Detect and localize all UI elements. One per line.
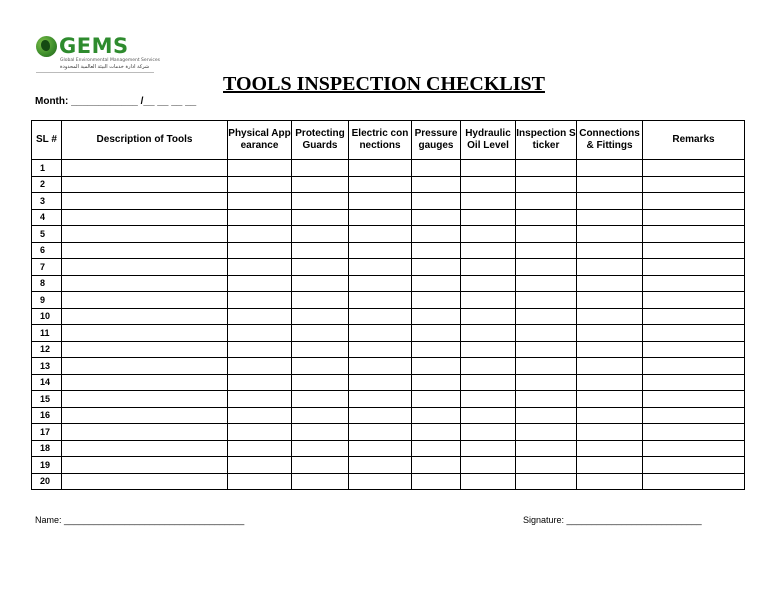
table-cell[interactable] xyxy=(292,226,349,243)
table-cell[interactable] xyxy=(228,407,292,424)
table-cell[interactable] xyxy=(62,325,228,342)
table-cell[interactable] xyxy=(516,391,577,408)
table-row xyxy=(32,473,745,490)
table-cell[interactable] xyxy=(349,242,412,259)
table-cell[interactable] xyxy=(292,292,349,309)
table-cell[interactable] xyxy=(461,457,516,474)
table-cell[interactable] xyxy=(62,308,228,325)
table-cell[interactable] xyxy=(412,325,461,342)
table-cell[interactable] xyxy=(412,374,461,391)
table-cell[interactable] xyxy=(643,358,745,375)
table-cell[interactable] xyxy=(228,457,292,474)
table-cell[interactable] xyxy=(292,275,349,292)
table-cell[interactable] xyxy=(577,292,643,309)
header-remarks: Remarks xyxy=(643,121,745,160)
table-cell[interactable] xyxy=(412,242,461,259)
table-cell[interactable] xyxy=(349,160,412,177)
row-number: 6 xyxy=(32,242,62,259)
table-cell[interactable] xyxy=(516,176,577,193)
table-cell[interactable] xyxy=(62,374,228,391)
table-row xyxy=(32,308,745,325)
table-cell[interactable] xyxy=(516,473,577,490)
table-row xyxy=(32,209,745,226)
table-body xyxy=(32,160,745,490)
table-cell[interactable] xyxy=(292,209,349,226)
row-number: 19 xyxy=(32,457,62,474)
table-cell[interactable] xyxy=(349,275,412,292)
table-cell[interactable] xyxy=(643,242,745,259)
header-inspection-sticker: Inspection Sticker xyxy=(516,121,577,160)
table-cell[interactable] xyxy=(516,308,577,325)
table-cell[interactable] xyxy=(412,473,461,490)
table-cell[interactable] xyxy=(516,341,577,358)
table-cell[interactable] xyxy=(461,308,516,325)
table-cell[interactable] xyxy=(62,391,228,408)
table-cell[interactable] xyxy=(643,325,745,342)
table-cell[interactable] xyxy=(292,358,349,375)
row-number: 1 xyxy=(32,160,62,177)
table-cell[interactable] xyxy=(516,242,577,259)
table-cell[interactable] xyxy=(62,292,228,309)
table-cell[interactable] xyxy=(228,242,292,259)
table-row xyxy=(32,275,745,292)
row-number: 14 xyxy=(32,374,62,391)
table-cell[interactable] xyxy=(461,209,516,226)
header-hydraulic-oil-level: Hydraulic Oil Level xyxy=(461,121,516,160)
table-cell[interactable] xyxy=(516,193,577,210)
table-cell[interactable] xyxy=(412,424,461,441)
table-cell[interactable] xyxy=(461,292,516,309)
table-cell[interactable] xyxy=(412,193,461,210)
row-number: 5 xyxy=(32,226,62,243)
table-cell[interactable] xyxy=(643,341,745,358)
table-cell[interactable] xyxy=(349,407,412,424)
table-cell[interactable] xyxy=(228,292,292,309)
month-field[interactable]: Month: ____________ /__ __ __ __ xyxy=(35,96,197,107)
table-cell[interactable] xyxy=(292,374,349,391)
table-cell[interactable] xyxy=(461,374,516,391)
row-number: 11 xyxy=(32,325,62,342)
table-cell[interactable] xyxy=(412,160,461,177)
table-cell[interactable] xyxy=(62,226,228,243)
table-cell[interactable] xyxy=(461,242,516,259)
table-row xyxy=(32,325,745,342)
table-cell[interactable] xyxy=(643,259,745,276)
row-number: 9 xyxy=(32,292,62,309)
table-row xyxy=(32,226,745,243)
table-row xyxy=(32,391,745,408)
table-cell[interactable] xyxy=(349,374,412,391)
table-row xyxy=(32,407,745,424)
table-cell[interactable] xyxy=(349,391,412,408)
name-field[interactable]: Name: ____________________________________ xyxy=(35,515,245,525)
table-cell[interactable] xyxy=(577,209,643,226)
table-cell[interactable] xyxy=(516,226,577,243)
row-number: 18 xyxy=(32,440,62,457)
table-cell[interactable] xyxy=(516,457,577,474)
table-cell[interactable] xyxy=(577,374,643,391)
table-cell[interactable] xyxy=(643,391,745,408)
table-cell[interactable] xyxy=(516,424,577,441)
table-cell[interactable] xyxy=(292,242,349,259)
table-cell[interactable] xyxy=(412,440,461,457)
table-cell[interactable] xyxy=(228,424,292,441)
table-cell[interactable] xyxy=(643,440,745,457)
table-cell[interactable] xyxy=(228,358,292,375)
table-cell[interactable] xyxy=(292,440,349,457)
table-cell[interactable] xyxy=(228,391,292,408)
table-cell[interactable] xyxy=(461,160,516,177)
table-cell[interactable] xyxy=(412,259,461,276)
table-cell[interactable] xyxy=(516,259,577,276)
table-cell[interactable] xyxy=(228,193,292,210)
table-cell[interactable] xyxy=(228,226,292,243)
inspection-table xyxy=(31,120,745,490)
table-cell[interactable] xyxy=(349,473,412,490)
table-cell[interactable] xyxy=(461,341,516,358)
table-cell[interactable] xyxy=(292,308,349,325)
globe-icon xyxy=(36,36,57,57)
table-cell[interactable] xyxy=(62,176,228,193)
row-number: 20 xyxy=(32,473,62,490)
table-cell[interactable] xyxy=(292,473,349,490)
table-cell[interactable] xyxy=(577,242,643,259)
table-cell[interactable] xyxy=(228,374,292,391)
table-cell[interactable] xyxy=(292,176,349,193)
table-cell[interactable] xyxy=(412,176,461,193)
table-cell[interactable] xyxy=(228,308,292,325)
table-cell[interactable] xyxy=(412,358,461,375)
table-cell[interactable] xyxy=(516,407,577,424)
table-cell[interactable] xyxy=(461,473,516,490)
table-cell[interactable] xyxy=(62,193,228,210)
table-cell[interactable] xyxy=(577,275,643,292)
table-cell[interactable] xyxy=(461,407,516,424)
table-cell[interactable] xyxy=(577,473,643,490)
table-cell[interactable] xyxy=(643,407,745,424)
table-row xyxy=(32,440,745,457)
table-cell[interactable] xyxy=(643,374,745,391)
table-cell[interactable] xyxy=(412,457,461,474)
table-row xyxy=(32,358,745,375)
row-number: 7 xyxy=(32,259,62,276)
table-cell[interactable] xyxy=(577,424,643,441)
table-cell[interactable] xyxy=(349,176,412,193)
table-cell[interactable] xyxy=(461,259,516,276)
table-row xyxy=(32,341,745,358)
table-cell[interactable] xyxy=(349,457,412,474)
table-cell[interactable] xyxy=(461,424,516,441)
table-cell[interactable] xyxy=(349,424,412,441)
table-cell[interactable] xyxy=(62,209,228,226)
table-cell[interactable] xyxy=(62,341,228,358)
table-cell[interactable] xyxy=(228,259,292,276)
table-cell[interactable] xyxy=(577,391,643,408)
row-number: 17 xyxy=(32,424,62,441)
table-cell[interactable] xyxy=(349,308,412,325)
table-row xyxy=(32,374,745,391)
table-cell[interactable] xyxy=(461,226,516,243)
table-cell[interactable] xyxy=(412,391,461,408)
row-number: 4 xyxy=(32,209,62,226)
table-cell[interactable] xyxy=(62,358,228,375)
table-cell[interactable] xyxy=(412,341,461,358)
table-cell[interactable] xyxy=(643,424,745,441)
table-cell[interactable] xyxy=(292,325,349,342)
table-cell[interactable] xyxy=(577,193,643,210)
signature-field[interactable]: Signature: ___________________________ xyxy=(523,515,702,525)
table-cell[interactable] xyxy=(516,358,577,375)
table-cell[interactable] xyxy=(643,209,745,226)
header-description: Description of Tools xyxy=(62,121,228,160)
header-sl: SL # xyxy=(32,121,62,160)
table-cell[interactable] xyxy=(228,275,292,292)
row-number: 16 xyxy=(32,407,62,424)
table-cell[interactable] xyxy=(577,457,643,474)
table-cell[interactable] xyxy=(292,407,349,424)
table-cell[interactable] xyxy=(516,275,577,292)
table-cell[interactable] xyxy=(577,259,643,276)
row-number: 13 xyxy=(32,358,62,375)
row-number: 8 xyxy=(32,275,62,292)
table-cell[interactable] xyxy=(349,341,412,358)
table-cell[interactable] xyxy=(228,160,292,177)
table-cell[interactable] xyxy=(349,325,412,342)
table-cell[interactable] xyxy=(643,457,745,474)
table-row xyxy=(32,259,745,276)
table-cell[interactable] xyxy=(577,325,643,342)
table-cell[interactable] xyxy=(62,457,228,474)
table-cell[interactable] xyxy=(577,341,643,358)
header-connections-fittings: Connections & Fittings xyxy=(577,121,643,160)
table-cell[interactable] xyxy=(461,176,516,193)
table-cell[interactable] xyxy=(412,292,461,309)
table-row xyxy=(32,176,745,193)
table-cell[interactable] xyxy=(349,209,412,226)
row-number: 3 xyxy=(32,193,62,210)
header-physical-appearance: Physical Appearance xyxy=(228,121,292,160)
table-cell[interactable] xyxy=(577,160,643,177)
table-cell[interactable] xyxy=(292,193,349,210)
table-row xyxy=(32,193,745,210)
table-cell[interactable] xyxy=(349,193,412,210)
table-cell[interactable] xyxy=(412,209,461,226)
table-cell[interactable] xyxy=(516,292,577,309)
table-cell[interactable] xyxy=(292,160,349,177)
table-row xyxy=(32,242,745,259)
table-cell[interactable] xyxy=(228,440,292,457)
table-cell[interactable] xyxy=(292,457,349,474)
table-cell[interactable] xyxy=(577,407,643,424)
row-number: 10 xyxy=(32,308,62,325)
table-cell[interactable] xyxy=(643,473,745,490)
company-logo xyxy=(34,34,161,74)
table-cell[interactable] xyxy=(349,226,412,243)
table-cell[interactable] xyxy=(577,226,643,243)
table-cell[interactable] xyxy=(643,308,745,325)
table-cell[interactable] xyxy=(349,358,412,375)
header-pressure-gauges: Pressure gauges xyxy=(412,121,461,160)
table-cell[interactable] xyxy=(516,440,577,457)
table-cell[interactable] xyxy=(461,358,516,375)
table-cell[interactable] xyxy=(643,292,745,309)
table-cell[interactable] xyxy=(643,160,745,177)
table-header-row xyxy=(32,121,745,160)
table-row xyxy=(32,457,745,474)
table-cell[interactable] xyxy=(62,473,228,490)
table-cell[interactable] xyxy=(62,160,228,177)
table-cell[interactable] xyxy=(461,325,516,342)
row-number: 15 xyxy=(32,391,62,408)
header-protecting-guards: Protecting Guards xyxy=(292,121,349,160)
table-cell[interactable] xyxy=(349,259,412,276)
table-cell[interactable] xyxy=(228,473,292,490)
table-cell[interactable] xyxy=(577,308,643,325)
table-cell[interactable] xyxy=(643,176,745,193)
table-cell[interactable] xyxy=(516,374,577,391)
table-cell[interactable] xyxy=(577,358,643,375)
table-cell[interactable] xyxy=(412,275,461,292)
table-cell[interactable] xyxy=(62,440,228,457)
table-cell[interactable] xyxy=(461,440,516,457)
table-row xyxy=(32,160,745,177)
table-cell[interactable] xyxy=(577,440,643,457)
table-cell[interactable] xyxy=(349,292,412,309)
table-cell[interactable] xyxy=(62,275,228,292)
table-cell[interactable] xyxy=(228,325,292,342)
table-cell[interactable] xyxy=(643,226,745,243)
table-cell[interactable] xyxy=(228,209,292,226)
table-cell[interactable] xyxy=(412,308,461,325)
table-cell[interactable] xyxy=(461,275,516,292)
table-row xyxy=(32,424,745,441)
table-cell[interactable] xyxy=(292,259,349,276)
table-cell[interactable] xyxy=(292,391,349,408)
table-cell[interactable] xyxy=(62,424,228,441)
table-cell[interactable] xyxy=(62,259,228,276)
page-title: TOOLS INSPECTION CHECKLIST xyxy=(223,73,545,95)
table-cell[interactable] xyxy=(516,325,577,342)
table-cell[interactable] xyxy=(643,275,745,292)
logo-tagline: Global Environmental Management Services xyxy=(60,58,161,63)
table-cell[interactable] xyxy=(412,226,461,243)
table-cell[interactable] xyxy=(461,193,516,210)
table-row xyxy=(32,292,745,309)
table-cell[interactable] xyxy=(412,407,461,424)
logo-brand: GEMS xyxy=(59,34,129,58)
logo-tagline-arabic: شركة ادارة خدمات البيئة العالمية المحدودة xyxy=(60,64,150,70)
table-cell[interactable] xyxy=(292,341,349,358)
table-cell[interactable] xyxy=(461,391,516,408)
table-cell[interactable] xyxy=(349,440,412,457)
table-cell[interactable] xyxy=(516,160,577,177)
row-number: 2 xyxy=(32,176,62,193)
header-electric-connections: Electric connections xyxy=(349,121,412,160)
table-cell[interactable] xyxy=(62,242,228,259)
table-cell[interactable] xyxy=(577,176,643,193)
table-cell[interactable] xyxy=(228,176,292,193)
table-cell[interactable] xyxy=(643,193,745,210)
table-cell[interactable] xyxy=(516,209,577,226)
table-cell[interactable] xyxy=(228,341,292,358)
table-cell[interactable] xyxy=(62,407,228,424)
table-cell[interactable] xyxy=(292,424,349,441)
row-number: 12 xyxy=(32,341,62,358)
